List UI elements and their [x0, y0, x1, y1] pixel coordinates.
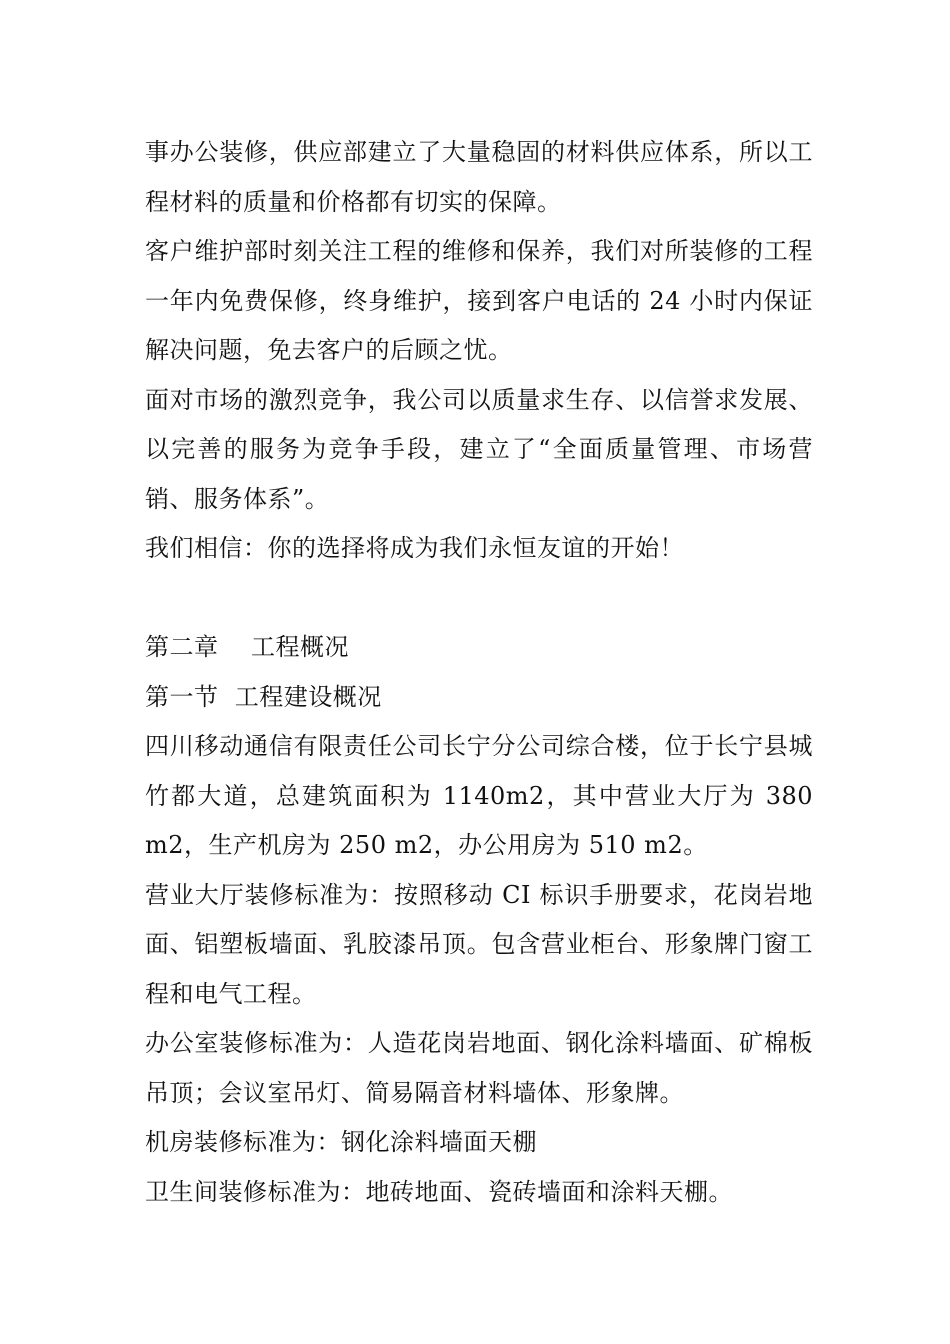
paragraph-machine-room-standard: 机房装修标准为：钢化涂料墙面天棚 [145, 1128, 537, 1156]
chapter-heading: 第二章 工程概况 [145, 633, 350, 661]
paragraph-customer-maintenance: 客户维护部时刻关注工程的维修和保养，我们对所装修的工程一年内免费保修，终身维护，接到客户电话的 24 小时内保证解决问题，免去客户的后顾之忧。 [145, 237, 813, 364]
blank-line [145, 574, 813, 624]
section-heading: 第一节 工程建设概况 [145, 682, 382, 711]
document-body [145, 128, 813, 1217]
paragraph-closing-statement: 我们相信：你的选择将成为我们永恒友谊的开始！ [145, 534, 684, 562]
paragraph-office-standard: 办公室装修标准为：人造花岗岩地面、钢化涂料墙面、矿棉板吊顶；会议室吊灯、简易隔音材料墙体、形象牌。 [145, 1029, 813, 1107]
paragraph-market-competition: 面对市场的激烈竞争，我公司以质量求生存、以信誉求发展、以完善的服务为竞争手段，建立了“全面质量管理、市场营销、服务体系”。 [145, 385, 813, 513]
paragraph-material-supply: 事办公装修，供应部建立了大量稳固的材料供应体系，所以工程材料的质量和价格都有切实的保障。 [145, 138, 813, 216]
paragraph-project-overview: 四川移动通信有限责任公司长宁分公司综合楼，位于长宁县城竹都大道，总建筑面积为 1140m2，其中营业大厅为 380 m2，生产机房为 250 m2，办公用房为 510 m2。 [145, 732, 813, 859]
paragraph-restroom-standard: 卫生间装修标准为：地砖地面、瓷砖墙面和涂料天棚。 [145, 1177, 733, 1206]
paragraph-hall-standard: 营业大厅装修标准为：按照移动 CI 标识手册要求，花岗岩地面、铝塑板墙面、乳胶漆吊顶。包含营业柜台、形象牌门窗工程和电气工程。 [145, 880, 813, 1008]
